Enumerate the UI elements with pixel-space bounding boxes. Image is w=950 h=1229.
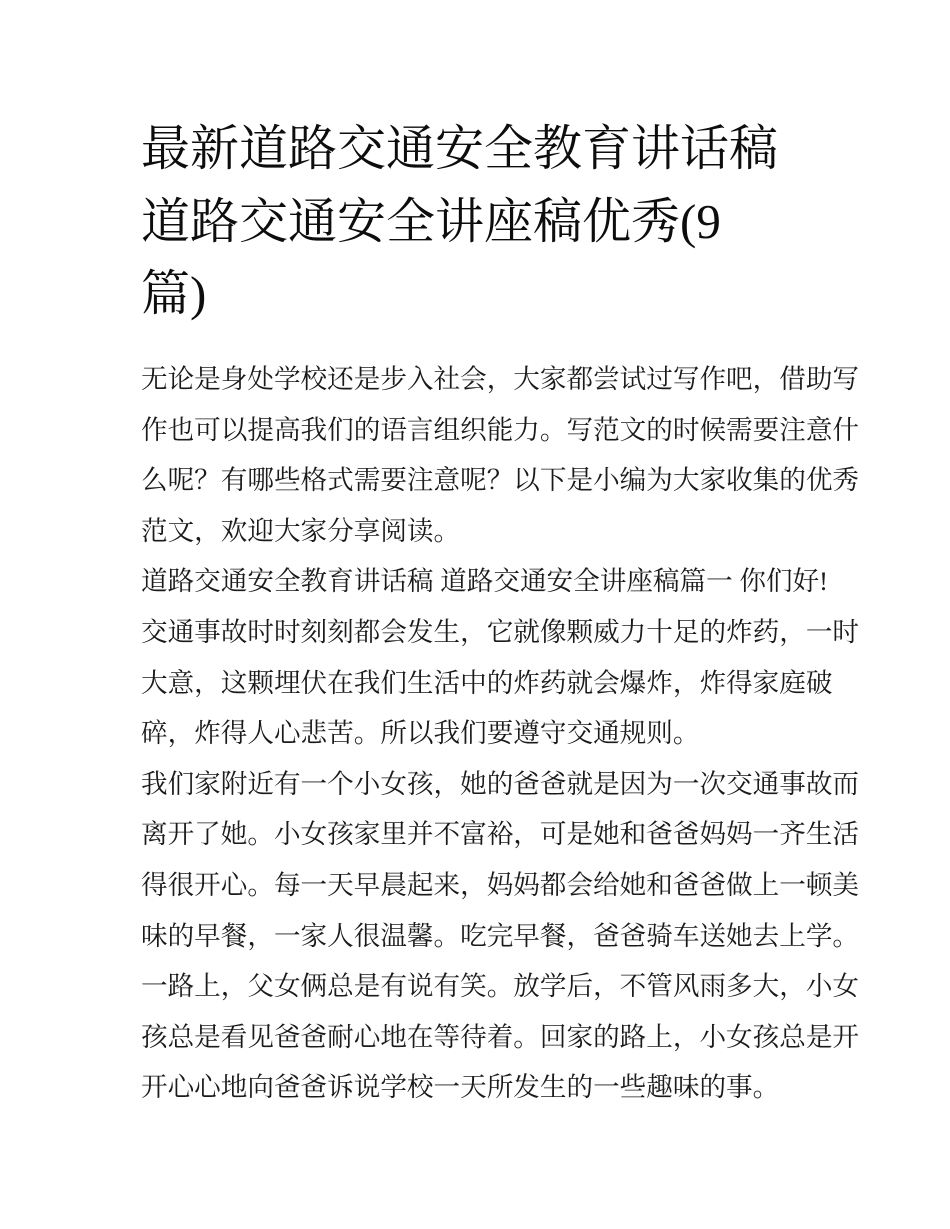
text-line: 碎，炸得人心悲苦。所以我们要遵守交通规则。 xyxy=(141,718,700,749)
text-line: 开心心地向爸爸诉说学校一天所发生的一些趣味的事。 xyxy=(141,1072,780,1103)
document-title xyxy=(141,113,821,331)
text-line: 离开了她。小女孩家里并不富裕，可是她和爸爸妈妈一齐生活 xyxy=(141,819,860,850)
text-line: 么呢？有哪些格式需要注意呢？以下是小编为大家收集的优秀 xyxy=(141,465,860,496)
title-line: 篇) xyxy=(141,266,207,321)
title-line: 最新道路交通安全教育讲话稿 xyxy=(141,121,779,176)
body-paragraph xyxy=(141,759,860,1113)
intro-paragraph xyxy=(141,354,860,556)
text-line: 无论是身处学校还是步入社会，大家都尝试过写作吧，借助写 xyxy=(141,364,860,394)
text-line: 孩总是看见爸爸耐心地在等待着。回家的路上，小女孩总是开 xyxy=(141,1021,860,1052)
body-paragraph xyxy=(141,607,860,759)
text-line: 范文，欢迎大家分享阅读。 xyxy=(141,515,461,546)
title-line: 道路交通安全讲座稿优秀(9 xyxy=(141,193,721,249)
document-body xyxy=(141,354,860,1113)
section-heading-paragraph xyxy=(141,556,831,607)
text-line: 一路上，父女俩总是有说有笑。放学后，不管风雨多大，小女 xyxy=(141,971,860,1002)
text-line: 我们家附近有一个小女孩，她的爸爸就是因为一次交通事故而 xyxy=(141,768,860,799)
text-line: 交通事故时时刻刻都会发生，它就像颗威力十足的炸药，一时 xyxy=(141,616,860,647)
text-line: 道路交通安全教育讲话稿 道路交通安全讲座稿篇一 你们好! xyxy=(141,566,828,597)
text-line: 味的早餐，一家人很温馨。吃完早餐，爸爸骑车送她去上学。 xyxy=(141,920,860,951)
text-line: 作也可以提高我们的语言组织能力。写范文的时候需要注意什 xyxy=(141,414,860,445)
text-line: 大意，这颗埋伏在我们生活中的炸药就会爆炸，炸得家庭破 xyxy=(141,667,833,698)
text-line: 得很开心。每一天早晨起来，妈妈都会给她和爸爸做上一顿美 xyxy=(141,869,860,900)
